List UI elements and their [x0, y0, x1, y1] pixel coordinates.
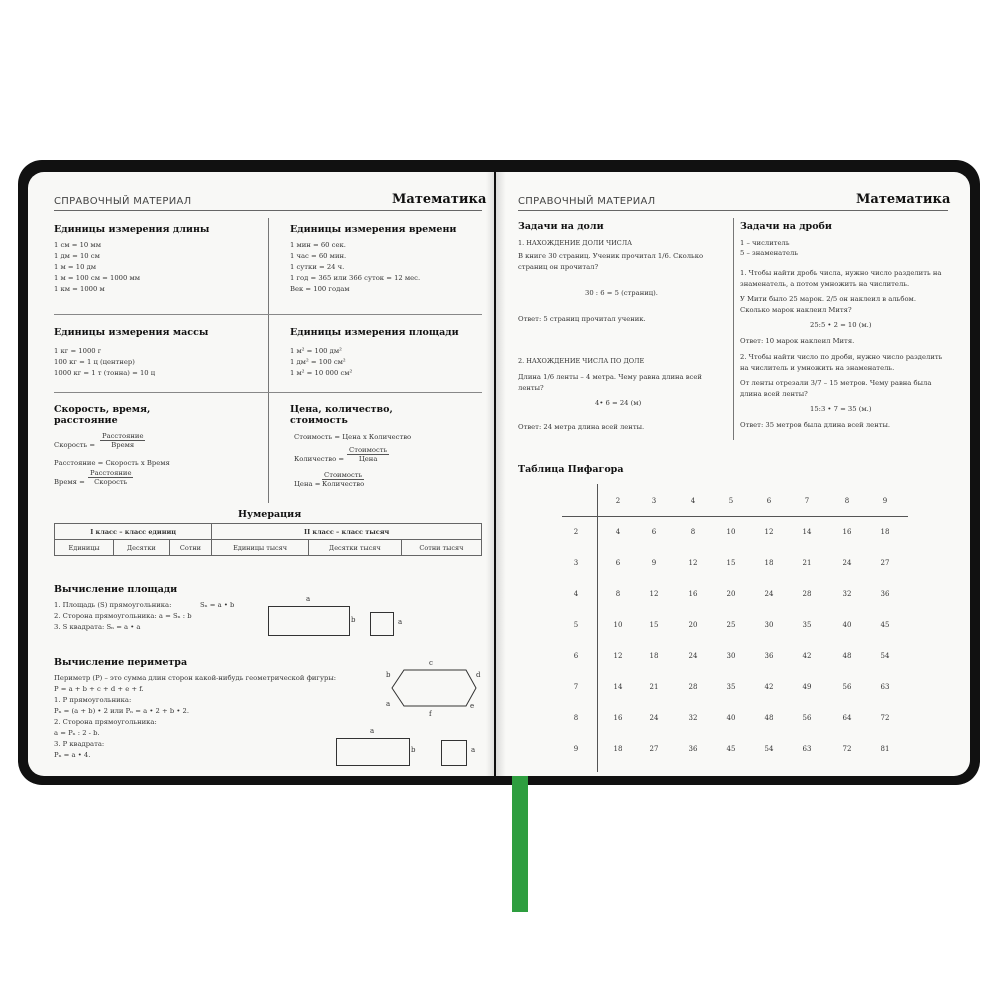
pythagoras-cell: 40 — [842, 621, 852, 629]
pythagoras-cell: 24 — [649, 714, 659, 722]
rectangle-shape — [268, 606, 350, 636]
pythagoras-cell: 27 — [649, 745, 659, 753]
left-column-divider — [268, 218, 269, 503]
speed-formula-left: Скорость = — [54, 441, 96, 449]
square-label-a: a — [398, 618, 403, 626]
hexagon-label: c — [429, 659, 433, 667]
pythagoras-cell: 8 — [690, 528, 696, 536]
pythagoras-cell: 63 — [880, 683, 890, 691]
pythagoras-cell: 6 — [615, 559, 621, 567]
pythagoras-col-header: 6 — [766, 497, 772, 505]
fraction-denominator: Время — [111, 441, 135, 449]
pythagoras-cell: 42 — [764, 683, 774, 691]
pythagoras-cell: 49 — [802, 683, 812, 691]
pythagoras-cell: 16 — [613, 714, 623, 722]
class-thousands-header: II класс – класс тысяч — [212, 524, 482, 540]
time-line: 1 час = 60 мин. — [290, 252, 347, 260]
area-calc-heading: Вычисление площади — [54, 584, 178, 595]
shares-heading: Задачи на доли — [518, 221, 604, 232]
perimeter-rect-label-a: a — [370, 727, 375, 735]
pythagoras-cell: 18 — [649, 652, 659, 660]
pythagoras-cell: 25 — [726, 621, 736, 629]
left-header-label: СПРАВОЧНЫЙ МАТЕРИАЛ — [54, 196, 192, 207]
fraction-denominator: Количество — [322, 480, 365, 488]
pythagoras-cell: 35 — [802, 621, 812, 629]
perimeter-line: 1. P прямоугольника: — [54, 696, 132, 704]
perimeter-line: Периметр (P) – это сумма длин сторон какой-нибудь геометрической фигуры: — [54, 674, 337, 682]
pythagoras-cell: 15 — [726, 559, 736, 567]
fraction-numerator: Стоимость — [349, 446, 388, 454]
pythagoras-cell: 32 — [842, 590, 852, 598]
mass-line: 1000 кг = 1 т (тонна) = 10 ц — [54, 369, 156, 377]
right-page-title: Математика — [856, 192, 951, 207]
perimeter-line: Pₙ = a • 4. — [54, 751, 91, 759]
pythagoras-cell: 21 — [802, 559, 812, 567]
pythagoras-cell: 54 — [764, 745, 774, 753]
pythagoras-cell: 36 — [688, 745, 698, 753]
numeration-cell: Десятки — [114, 540, 169, 556]
pythagoras-cell: 24 — [688, 652, 698, 660]
pythagoras-cell: 32 — [688, 714, 698, 722]
pythagoras-row-header: 4 — [573, 590, 579, 598]
pythagoras-cell: 35 — [726, 683, 736, 691]
pythagoras-cell: 10 — [613, 621, 623, 629]
area-calc-line: 2. Сторона прямоугольника: a = Sₙ : b — [54, 612, 192, 620]
time-fraction — [88, 469, 133, 486]
area-calc-formula: Sₙ = a • b — [200, 601, 235, 609]
pythagoras-col-header: 5 — [728, 497, 734, 505]
numeration-cell: Сотни тысяч — [401, 540, 481, 556]
bookmark-ribbon[interactable] — [512, 776, 528, 912]
fraction-denominator: Цена — [358, 455, 378, 463]
fraction-denominator: Скорость — [94, 478, 128, 486]
pythagoras-cell: 12 — [764, 528, 774, 536]
pythagoras-row-header: 6 — [573, 652, 579, 660]
perimeter-line: 2. Сторона прямоугольника: — [54, 718, 157, 726]
pythagoras-cell: 36 — [764, 652, 774, 660]
perimeter-rectangle — [336, 738, 410, 766]
quantity-formula-left: Количество = — [294, 455, 345, 463]
pythagoras-cell: 45 — [726, 745, 736, 753]
shares-problem2-calc: 4• 6 = 24 (м) — [595, 399, 642, 407]
pythagoras-cell: 18 — [880, 528, 890, 536]
pythagoras-cell: 21 — [649, 683, 659, 691]
area-line: 1 м² = 10 000 см² — [290, 369, 353, 377]
numeration-heading: Нумерация — [238, 509, 302, 520]
rect-label-b: b — [351, 616, 356, 624]
pythagoras-row-header: 3 — [573, 559, 579, 567]
pythagoras-cell: 16 — [688, 590, 698, 598]
length-heading: Единицы измерения длины — [54, 224, 210, 235]
pythagoras-col-header: 8 — [844, 497, 850, 505]
fractions-heading: Задачи на дроби — [740, 221, 832, 232]
pythagoras-cell: 24 — [764, 590, 774, 598]
pythagoras-cell: 56 — [842, 683, 852, 691]
price-heading: Цена, количество, стоимость — [290, 404, 393, 426]
pythagoras-cell: 36 — [880, 590, 890, 598]
numeration-cell: Единицы — [55, 540, 114, 556]
pythagoras-heading: Таблица Пифагора — [518, 464, 624, 475]
shares-problem1-title: 1. НАХОЖДЕНИЕ ДОЛИ ЧИСЛА — [518, 239, 633, 247]
fraction-numerator: Стоимость — [324, 471, 363, 479]
mass-heading: Единицы измерения массы — [54, 327, 209, 338]
rect-label-a: a — [306, 595, 311, 603]
area-line: 1 м² = 100 дм² — [290, 347, 342, 355]
pythagoras-cell: 20 — [726, 590, 736, 598]
hexagon-label: f — [429, 710, 432, 718]
length-line: 1 м = 10 дм — [54, 263, 97, 271]
perimeter-square-label: a — [471, 746, 476, 754]
pythagoras-cell: 12 — [613, 652, 623, 660]
shares-problem2-title: 2. НАХОЖДЕНИЕ ЧИСЛА ПО ДОЛЕ — [518, 357, 645, 365]
fractions-answer2: Ответ: 35 метров была длина всей ленты. — [740, 421, 891, 429]
pythagoras-cell: 14 — [613, 683, 623, 691]
time-formula-left: Время = — [54, 478, 85, 486]
hexagon-label: e — [470, 702, 475, 710]
time-line: 1 мин = 60 сек. — [290, 241, 346, 249]
pythagoras-cell: 4 — [615, 528, 621, 536]
speed-heading: Скорость, время, расстояние — [54, 404, 151, 426]
distance-formula: Расстояние = Скорость x Время — [54, 459, 170, 467]
pythagoras-side-rule — [597, 484, 598, 772]
perimeter-line: 3. P квадрата: — [54, 740, 105, 748]
fractions-problem2: От ленты отрезали 3/7 – 15 метров. Чему равна была длина всей ленты? — [740, 379, 932, 398]
length-line: 1 м = 100 см = 1000 мм — [54, 274, 141, 282]
speed-fraction — [100, 432, 145, 449]
perimeter-line: P = a + b + c + d + e + f. — [54, 685, 144, 693]
time-heading: Единицы измерения времени — [290, 224, 457, 235]
cost-formula: Стоимость = Цена x Количество — [294, 433, 412, 441]
pythagoras-cell: 48 — [842, 652, 852, 660]
length-line: 1 км = 1000 м — [54, 285, 105, 293]
pythagoras-cell: 8 — [615, 590, 621, 598]
fraction-numerator: Расстояние — [90, 469, 132, 477]
shares-problem1-calc: 30 : 6 = 5 (страниц). — [585, 289, 658, 297]
left-header-rule — [54, 210, 482, 211]
mass-line: 1 кг = 1000 г — [54, 347, 102, 355]
numeration-cell: Десятки тысяч — [308, 540, 401, 556]
pythagoras-cell: 56 — [802, 714, 812, 722]
pythagoras-cell: 30 — [764, 621, 774, 629]
pythagoras-cell: 18 — [613, 745, 623, 753]
time-line: Век = 100 годам — [290, 285, 350, 293]
fractions-answer1: Ответ: 10 марок наклеил Митя. — [740, 337, 855, 345]
pythagoras-cell: 30 — [726, 652, 736, 660]
pythagoras-cell: 15 — [649, 621, 659, 629]
pythagoras-cell: 63 — [802, 745, 812, 753]
area-line: 1 дм² = 100 см² — [290, 358, 346, 366]
pythagoras-cell: 40 — [726, 714, 736, 722]
hexagon-figure — [380, 656, 490, 720]
shares-problem2-answer: Ответ: 24 метра длина всей ленты. — [518, 423, 645, 431]
pythagoras-cell: 12 — [688, 559, 698, 567]
pythagoras-cell: 28 — [688, 683, 698, 691]
pythagoras-row-header: 8 — [573, 714, 579, 722]
quantity-fraction — [347, 446, 389, 463]
pythagoras-col-header: 2 — [615, 497, 621, 505]
pythagoras-cell: 16 — [842, 528, 852, 536]
mass-line: 100 кг = 1 ц (центнер) — [54, 358, 135, 366]
fractions-calc2: 15:3 • 7 = 35 (м.) — [810, 405, 872, 413]
fractions-rule2: 2. Чтобы найти число по дроби, нужно число разделить на числитель и умножить на знаменатель. — [740, 353, 943, 372]
right-header-label: СПРАВОЧНЫЙ МАТЕРИАЛ — [518, 196, 656, 207]
left-page-title: Математика — [392, 192, 487, 207]
pythagoras-row-header: 9 — [573, 745, 579, 753]
pythagoras-cell: 28 — [802, 590, 812, 598]
time-line: 1 сутки = 24 ч. — [290, 263, 345, 271]
hexagon-label: a — [386, 700, 391, 708]
area-calc-line: 1. Площадь (S) прямоугольника: — [54, 601, 172, 609]
pythagoras-cell: 18 — [764, 559, 774, 567]
pythagoras-cell: 81 — [880, 745, 890, 753]
perimeter-line: a = Pₙ : 2 - b. — [54, 729, 100, 737]
pythagoras-header-rule — [562, 516, 908, 517]
right-header-rule — [518, 210, 948, 211]
hexagon-label: d — [476, 671, 481, 679]
pythagoras-cell: 72 — [842, 745, 852, 753]
pythagoras-row-header: 2 — [573, 528, 579, 536]
numeration-cell: Единицы тысяч — [212, 540, 309, 556]
perimeter-square — [441, 740, 467, 766]
perimeter-rect-label-b: b — [411, 746, 416, 754]
hexagon-label: b — [386, 671, 391, 679]
right-column-divider — [733, 218, 734, 440]
pythagoras-cell: 45 — [880, 621, 890, 629]
area-units-heading: Единицы измерения площади — [290, 327, 459, 338]
length-line: 1 дм = 10 см — [54, 252, 100, 260]
hexagon-outline — [392, 670, 476, 706]
pythagoras-cell: 24 — [842, 559, 852, 567]
pythagoras-cell: 10 — [726, 528, 736, 536]
pythagoras-cell: 42 — [802, 652, 812, 660]
class-units-header: I класс – класс единиц — [55, 524, 212, 540]
pythagoras-col-header: 9 — [882, 497, 888, 505]
pythagoras-col-header: 4 — [690, 497, 696, 505]
pythagoras-row-header: 5 — [573, 621, 579, 629]
perimeter-heading: Вычисление периметра — [54, 657, 188, 668]
pythagoras-cell: 48 — [764, 714, 774, 722]
pythagoras-cell: 54 — [880, 652, 890, 660]
pythagoras-cell: 20 — [688, 621, 698, 629]
square-shape — [370, 612, 394, 636]
area-calc-line: 3. S квадрата: Sₙ = a • a — [54, 623, 141, 631]
numeration-cell: Сотни — [169, 540, 212, 556]
left-row-divider-1 — [54, 314, 482, 315]
numeration-table — [54, 523, 482, 556]
time-line: 1 год = 365 или 366 суток = 12 мес. — [290, 274, 421, 282]
length-line: 1 см = 10 мм — [54, 241, 101, 249]
fractions-numerator-note: 1 – числитель — [740, 239, 790, 247]
fractions-denominator-note: 5 – знаменатель — [740, 249, 799, 257]
fractions-problem1: У Мити было 25 марок. 2/5 он наклеил в альбом. Сколько марок наклеил Митя? — [740, 295, 916, 314]
shares-problem1-answer: Ответ: 5 страниц прочитал ученик. — [518, 315, 646, 323]
pythagoras-cell: 12 — [649, 590, 659, 598]
pythagoras-cell: 27 — [880, 559, 890, 567]
shares-problem1-text: В книге 30 страниц. Ученик прочитал 1/6. Сколько страниц он прочитал? — [518, 252, 704, 271]
fraction-numerator: Расстояние — [102, 432, 144, 440]
pythagoras-cell: 64 — [842, 714, 852, 722]
price-formula-left: Цена = — [294, 480, 321, 488]
pythagoras-col-header: 3 — [651, 497, 657, 505]
fractions-calc1: 25:5 • 2 = 10 (м.) — [810, 321, 872, 329]
pythagoras-cell: 14 — [802, 528, 812, 536]
shares-problem2-text: Длина 1/6 ленты – 4 метра. Чему равна длина всей ленты? — [518, 373, 702, 392]
pythagoras-col-header: 7 — [804, 497, 810, 505]
pythagoras-cell: 72 — [880, 714, 890, 722]
pythagoras-row-header: 7 — [573, 683, 579, 691]
pythagoras-cell: 6 — [651, 528, 657, 536]
fractions-rule1: 1. Чтобы найти дробь числа, нужно число разделить на знаменатель, а потом умножить на числитель. — [740, 269, 942, 288]
price-fraction — [322, 471, 364, 488]
perimeter-line: Pₙ = (a + b) • 2 или Pₙ = a • 2 + b • 2. — [54, 707, 190, 715]
pythagoras-cell: 9 — [651, 559, 657, 567]
left-row-divider-2 — [54, 392, 482, 393]
